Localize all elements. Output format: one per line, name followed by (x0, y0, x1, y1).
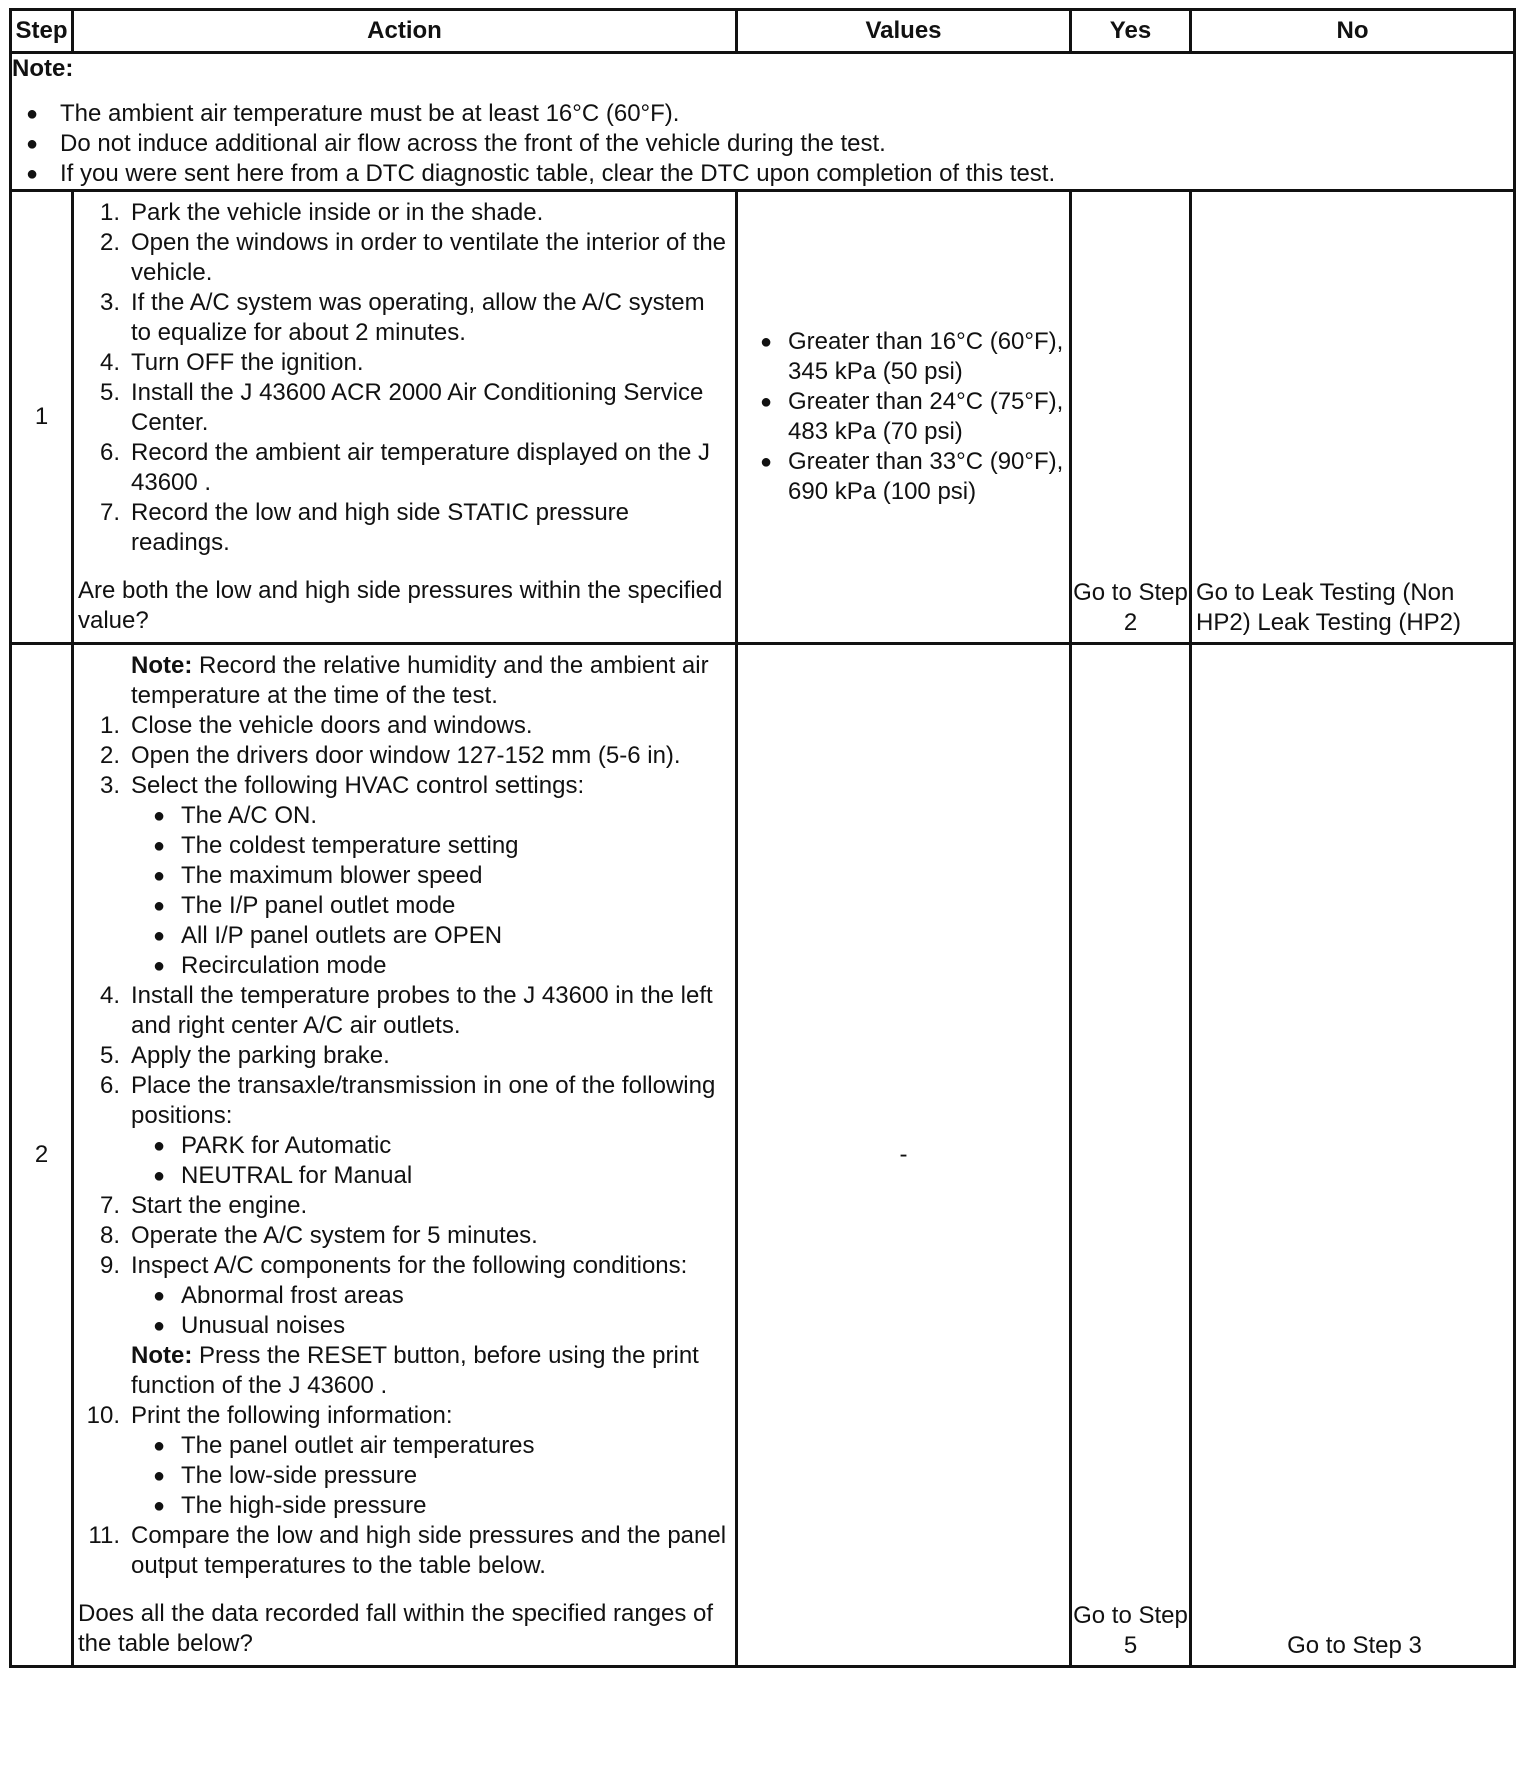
sub-list (131, 1431, 731, 1521)
action-text: Close the vehicle doors and windows. (131, 712, 533, 739)
action-text: Start the engine. (131, 1192, 308, 1219)
action-text: If the A/C system was operating, allow the A/C system to equalize for about 2 minutes. (131, 289, 705, 346)
sub-item: ● Abnormal frost areas (131, 1281, 731, 1311)
action-item: 6. Record the ambient air temperature displayed on the J 43600 . (99, 439, 710, 496)
sub-item: ● The coldest temperature setting (131, 831, 731, 861)
step-2-action-list (78, 711, 731, 1581)
header-values: Values (737, 10, 1071, 53)
note-item: ● The ambient air temperature must be at least 16°C (60°F). (12, 99, 1513, 129)
note-item: ● If you were sent here from a DTC diagnostic table, clear the DTC upon completion of this test. (12, 159, 1513, 189)
action-item: 9. Inspect A/C components for the following conditions: ● Abnormal frost areas ● Unusual noises Note: Press the RESET button, before using the print function of the J 43600 . (78, 1251, 731, 1401)
note-list (12, 99, 1513, 189)
sub-item: ● Recirculation mode (131, 951, 731, 981)
action-item: 4. Turn OFF the ignition. (99, 349, 364, 376)
action-item: 5. Install the J 43600 ACR 2000 Air Conditioning Service Center. (99, 379, 704, 436)
value-item: ● Greater than 24°C (75°F), 483 kPa (70 psi) (742, 387, 1065, 447)
sub-list (131, 1131, 731, 1191)
step-2-note (78, 651, 731, 711)
note-cell (11, 53, 1515, 191)
note-label: Note: (131, 652, 193, 679)
action-item: 3. Select the following HVAC control settings: ● The A/C ON. ● The coldest temperature setting ● The maximum blower speed ● The I/P panel outlet mode ● All I/P panel outlets are OPEN ● Recirculation mode (78, 771, 731, 981)
step-1-number: 1 (11, 191, 73, 644)
sub-item: ● The A/C ON. (131, 801, 731, 831)
action-text: Select the following HVAC control settings: (131, 772, 585, 799)
action-text: Turn OFF the ignition. (131, 349, 364, 376)
sub-item: ● PARK for Automatic (131, 1131, 731, 1161)
step-2-row (11, 644, 1515, 1667)
action-text: Open the windows in order to ventilate the interior of the vehicle. (131, 229, 727, 286)
action-item: 5. Apply the parking brake. (99, 1042, 390, 1069)
sub-list (131, 801, 731, 981)
value-item: ● Greater than 16°C (60°F), 345 kPa (50 psi) (742, 327, 1065, 387)
action-item: 11. Compare the low and high side pressures and the panel output temperatures to the table below. (88, 1522, 727, 1579)
action-item: 4. Install the temperature probes to the J 43600 in the left and right center A/C air outlets. (99, 982, 713, 1039)
action-item: 3. If the A/C system was operating, allow the A/C system to equalize for about 2 minutes. (99, 289, 705, 346)
action-item: 1. Park the vehicle inside or in the shade. (99, 199, 544, 226)
step-2-question: Does all the data recorded fall within the specified ranges of the table below? (78, 1600, 714, 1657)
action-text: Inspect A/C components for the following conditions: (131, 1252, 688, 1279)
action-item: 1. Close the vehicle doors and windows. (99, 712, 533, 739)
step-2-action (73, 644, 737, 1667)
step-1-action (73, 191, 737, 644)
action-text: Record the ambient air temperature displayed on the J 43600 . (131, 439, 710, 496)
action-text: Record the low and high side STATIC pressure readings. (131, 499, 630, 556)
sub-item: ● The I/P panel outlet mode (131, 891, 731, 921)
step-1-values-list (742, 327, 1065, 507)
action-item: 2. Open the drivers door window 127-152 mm (5-6 in). (99, 742, 681, 769)
value-item: ● Greater than 33°C (90°F), 690 kPa (100 psi) (742, 447, 1065, 507)
sub-item: ● NEUTRAL for Manual (131, 1161, 731, 1191)
sub-item: ● All I/P panel outlets are OPEN (131, 921, 731, 951)
action-text: Place the transaxle/transmission in one of the following positions: (131, 1072, 716, 1129)
action-item: 2. Open the windows in order to ventilate the interior of the vehicle. (99, 229, 727, 286)
note-label: Note: (131, 1342, 193, 1369)
step-1-row (11, 191, 1515, 644)
header-no: No (1191, 10, 1515, 53)
step-9-note (131, 1341, 731, 1401)
header-step: Step (11, 10, 73, 53)
sub-item: ● Unusual noises (131, 1311, 731, 1341)
sub-item: ● The maximum blower speed (131, 861, 731, 891)
action-text: Operate the A/C system for 5 minutes. (131, 1222, 538, 1249)
sub-list (131, 1281, 731, 1341)
step-1-no: Go to Leak Testing (Non HP2) Leak Testing (HP2) (1191, 191, 1515, 644)
sub-item: ● The high-side pressure (131, 1491, 731, 1521)
sub-item: ● The low-side pressure (131, 1461, 731, 1491)
step-1-values (737, 191, 1071, 644)
header-row (11, 10, 1515, 53)
action-text: Install the J 43600 ACR 2000 Air Conditioning Service Center. (131, 379, 704, 436)
note-row (11, 53, 1515, 191)
note-text: Record the relative humidity and the ambient air temperature at the time of the test. (131, 652, 709, 709)
note-text: Press the RESET button, before using the print function of the J 43600 . (131, 1342, 699, 1399)
step-2-values: - (737, 644, 1071, 1667)
step-1-yes: Go to Step 2 (1071, 191, 1191, 644)
action-text: Open the drivers door window 127-152 mm (5-6 in). (131, 742, 681, 769)
action-text: Apply the parking brake. (131, 1042, 390, 1069)
action-text: Compare the low and high side pressures and the panel output temperatures to the table below. (131, 1522, 727, 1579)
header-action: Action (73, 10, 737, 53)
diagnostic-table (9, 8, 1516, 1668)
sub-item: ● The panel outlet air temperatures (131, 1431, 731, 1461)
note-title: Note: (12, 55, 74, 82)
step-1-question: Are both the low and high side pressures within the specified value? (78, 577, 723, 634)
step-2-yes: Go to Step 5 (1071, 644, 1191, 1667)
step-1-action-list (78, 198, 731, 558)
action-text: Install the temperature probes to the J 43600 in the left and right center A/C air outlets. (131, 982, 713, 1039)
header-yes: Yes (1071, 10, 1191, 53)
action-item: 6. Place the transaxle/transmission in one of the following positions: ● PARK for Automatic ● NEUTRAL for Manual (78, 1071, 731, 1191)
action-item: 8. Operate the A/C system for 5 minutes. (99, 1222, 538, 1249)
step-2-no: Go to Step 3 (1191, 644, 1515, 1667)
action-item: 7. Start the engine. (99, 1192, 308, 1219)
action-item: 10. Print the following information: ● The panel outlet air temperatures ● The low-side pressure ● The high-side pressure (78, 1401, 731, 1521)
step-2-number: 2 (11, 644, 73, 1667)
action-text: Print the following information: (131, 1402, 453, 1429)
note-item: ● Do not induce additional air flow across the front of the vehicle during the test. (12, 129, 1513, 159)
action-item: 7. Record the low and high side STATIC pressure readings. (99, 499, 630, 556)
action-text: Park the vehicle inside or in the shade. (131, 199, 544, 226)
